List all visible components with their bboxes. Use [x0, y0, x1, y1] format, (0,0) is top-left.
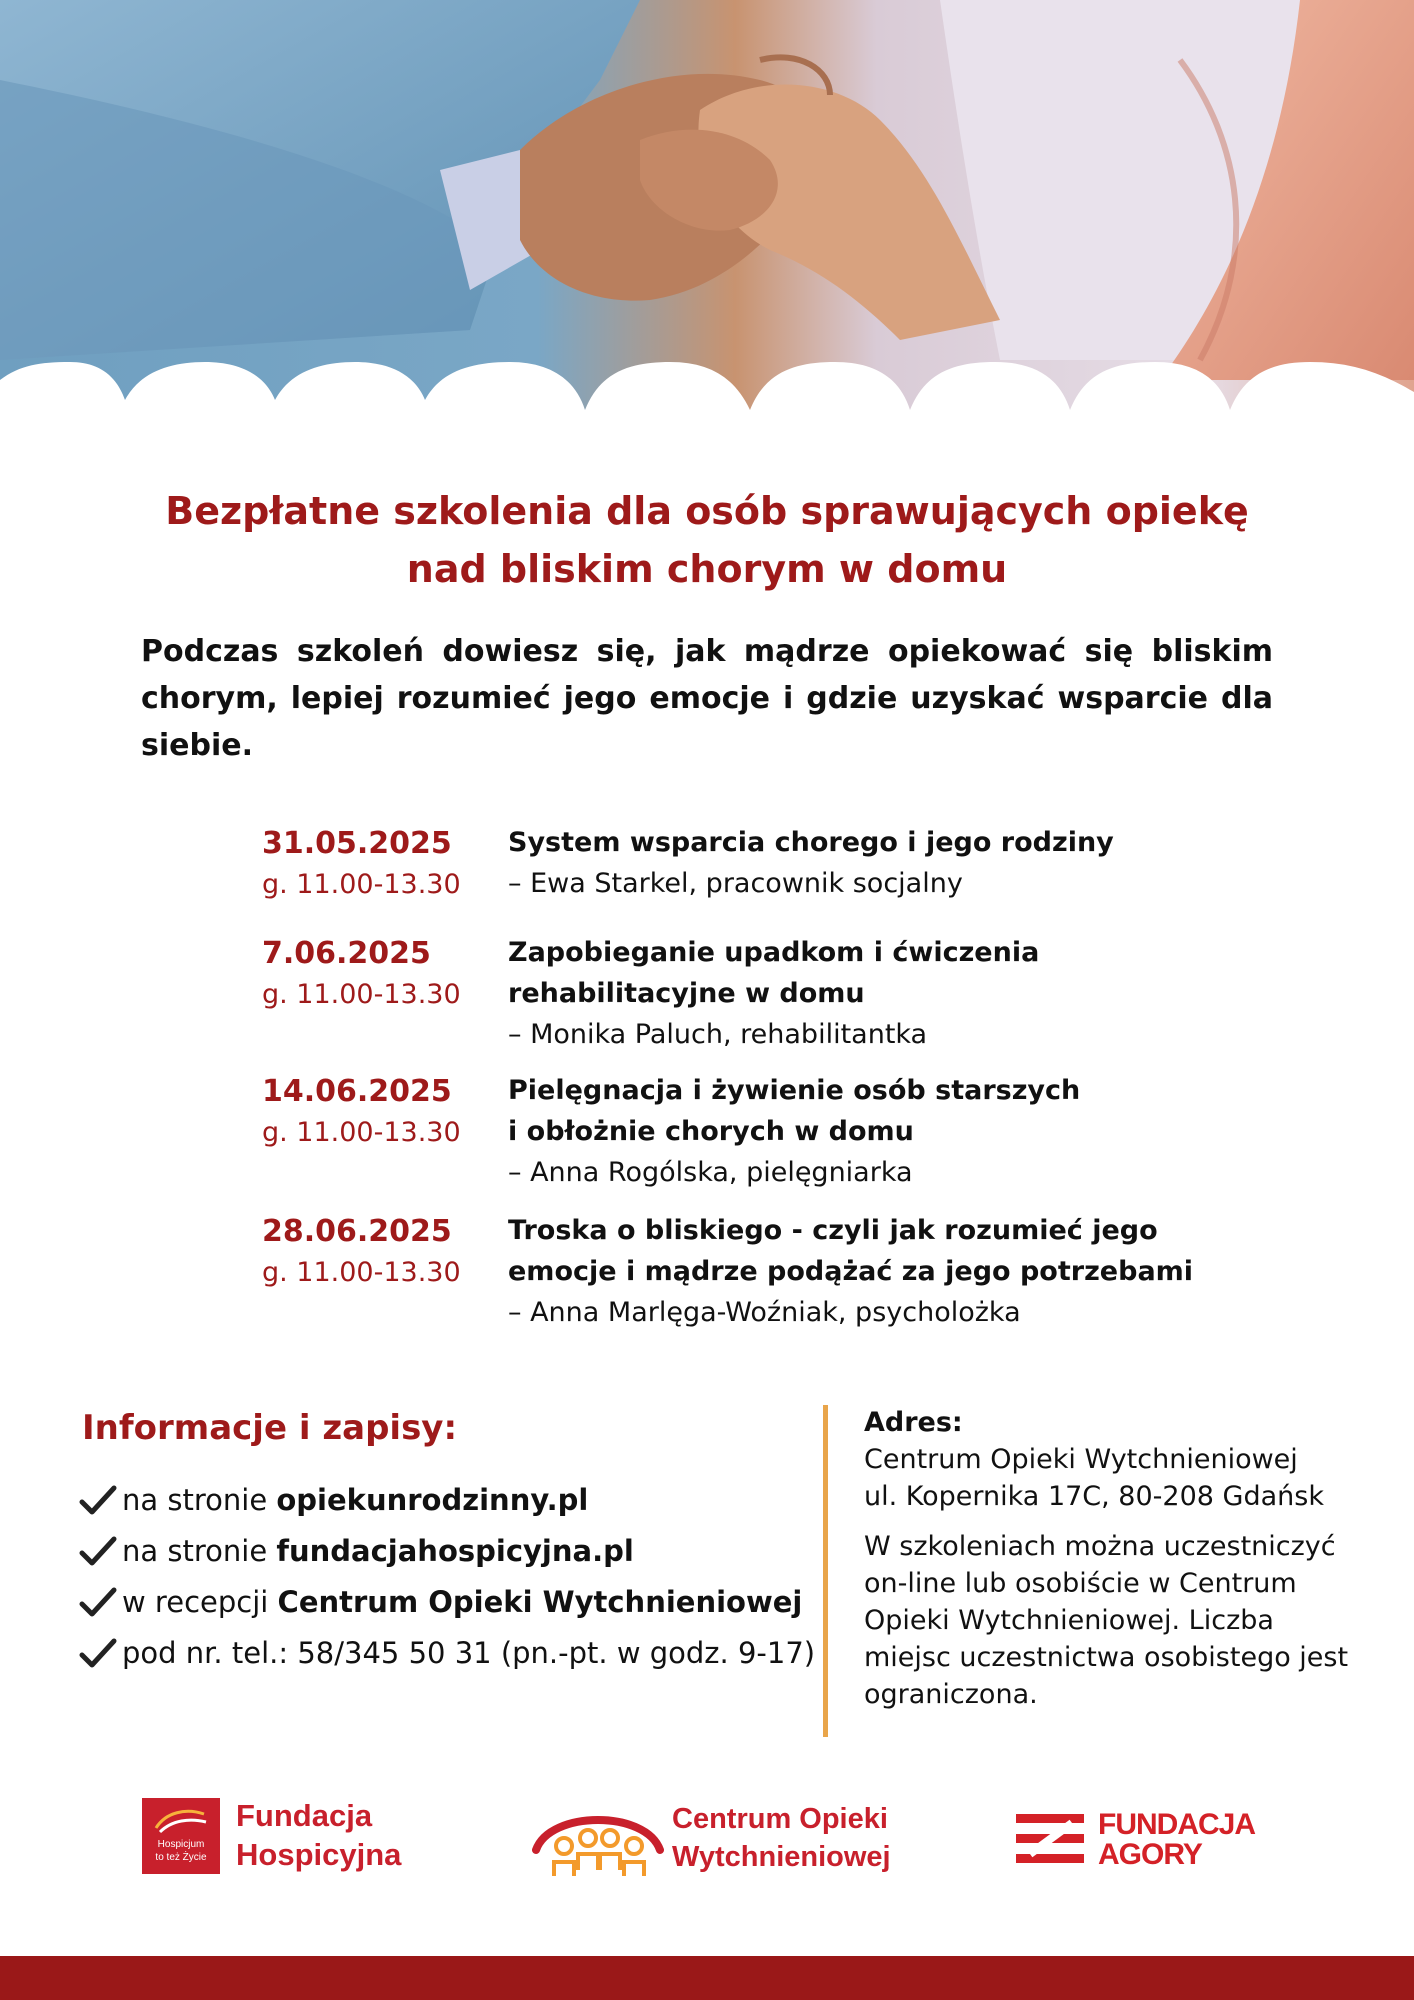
list-item [78, 1526, 815, 1577]
logo-name [236, 1796, 401, 1874]
flame-icon [142, 1798, 220, 1838]
website-link-fundacjahospicyjna[interactable]: fundacjahospicyjna.pl [276, 1534, 634, 1568]
schedule-time: g. 11.00-13.30 [262, 1257, 461, 1288]
schedule-speaker: – Ewa Starkel, pracownik socjalny [508, 868, 963, 899]
address-line-1: Centrum Opieki Wytchnieniowej [864, 1444, 1298, 1475]
info-item-prefix: na stronie [122, 1483, 277, 1517]
schedule-row [262, 932, 1262, 1070]
logo-name-line-1: Fundacja [236, 1798, 373, 1833]
agory-mark-icon [1016, 1810, 1084, 1870]
logo-name-line-2: Hospicyjna [236, 1837, 402, 1872]
logo-box [142, 1798, 220, 1874]
schedule-topic: emocje i mądrze podążać za jego potrzebami [508, 1256, 1194, 1287]
list-item [78, 1577, 815, 1628]
check-icon [78, 1637, 118, 1671]
hero-photo [0, 0, 1414, 430]
logo-name [672, 1800, 891, 1876]
logo-name-line-2: Wytchnieniowej [672, 1841, 891, 1873]
logo-name-line-1: FUNDACJA [1098, 1808, 1255, 1841]
schedule-date-cell [262, 932, 502, 1014]
schedule-speaker: – Anna Rogólska, pielęgniarka [508, 1157, 913, 1188]
schedule-topic: rehabilitacyjne w domu [508, 978, 865, 1009]
title-line-2: nad bliskim chorym w domu [406, 547, 1008, 591]
participation-note: W szkoleniach można uczestniczyć on-line lub osobiście w Centrum Opieki Wytchnieniowej. Liczba miejsc uczestnictwa osobistego jest ograniczona. [864, 1531, 1349, 1710]
schedule-row [262, 1210, 1262, 1340]
info-title: Informacje i zapisy: [82, 1408, 458, 1448]
schedule-date-cell [262, 822, 502, 904]
people-under-roof-icon [530, 1800, 666, 1880]
info-list [78, 1475, 815, 1679]
info-item-phone: pod nr. tel.: 58/345 50 31 (pn.-pt. w godz. 9-17) [122, 1636, 816, 1670]
schedule-date: 7.06.2025 [262, 936, 431, 971]
check-icon [78, 1535, 118, 1569]
intro-text: Podczas szkoleń dowiesz się, jak mądrze opiekować się bliskim chorym, lepiej rozumieć jego emocje i gdzie uzyskać wsparcie dla siebie. [141, 634, 1273, 763]
title-line-1: Bezpłatne szkolenia dla osób sprawujących opiekę [165, 489, 1249, 533]
logo-box-text [142, 1838, 220, 1864]
address-line-2: ul. Kopernika 17C, 80-208 Gdańsk [864, 1481, 1324, 1512]
info-item-reception: Centrum Opieki Wytchnieniowej [277, 1585, 803, 1619]
vertical-divider [823, 1405, 828, 1737]
schedule-time: g. 11.00-13.30 [262, 1117, 461, 1148]
schedule-date: 14.06.2025 [262, 1074, 452, 1109]
holding-hands-photo [0, 0, 1414, 430]
schedule-time: g. 11.00-13.30 [262, 979, 461, 1010]
schedule-topic: Troska o bliskiego - czyli jak rozumieć jego [508, 1215, 1158, 1246]
schedule-date: 28.06.2025 [262, 1214, 452, 1249]
address-block [864, 1404, 1354, 1713]
info-item-prefix: w recepcji [122, 1585, 278, 1619]
website-link-opiekunrodzinny[interactable]: opiekunrodzinny.pl [276, 1483, 589, 1517]
schedule-date-cell [262, 1070, 502, 1152]
logo-box-line-2: to też Życie [155, 1852, 207, 1863]
schedule-topic-cell [508, 1210, 1262, 1333]
centrum-opieki-logo [530, 1800, 910, 1882]
schedule-row [262, 822, 1262, 932]
list-item [78, 1475, 815, 1526]
schedule-date-cell [262, 1210, 502, 1292]
schedule-topic: i obłożnie chorych w domu [508, 1116, 914, 1147]
schedule-topic-cell [508, 1070, 1262, 1193]
check-icon [78, 1484, 118, 1518]
schedule-row [262, 1070, 1262, 1210]
fundacja-agory-logo [1016, 1810, 1276, 1872]
logo-name-line-2: AGORY [1098, 1838, 1202, 1871]
info-item-prefix: na stronie [122, 1534, 277, 1568]
schedule-time: g. 11.00-13.30 [262, 869, 461, 900]
schedule-topic-cell [508, 822, 1262, 904]
schedule-speaker: – Anna Marlęga-Woźniak, psycholożka [508, 1297, 1021, 1328]
logo-box-line-1: Hospicjum [157, 1839, 205, 1850]
check-icon [78, 1586, 118, 1620]
schedule-topic-cell [508, 932, 1262, 1055]
address-label: Adres: [864, 1407, 963, 1438]
schedule-date: 31.05.2025 [262, 826, 452, 861]
logo-name-line-1: Centrum Opieki [672, 1803, 888, 1835]
schedule-topic: System wsparcia chorego i jego rodziny [508, 827, 1114, 858]
page-title [60, 482, 1354, 598]
list-item [78, 1628, 815, 1679]
schedule-topic: Pielęgnacja i żywienie osób starszych [508, 1075, 1081, 1106]
training-schedule [262, 822, 1262, 1340]
schedule-speaker: – Monika Paluch, rehabilitantka [508, 1019, 928, 1050]
schedule-topic: Zapobieganie upadkom i ćwiczenia [508, 937, 1040, 968]
fundacja-hospicyjna-logo [142, 1798, 402, 1874]
logo-name [1098, 1810, 1255, 1870]
footer-bar [0, 1956, 1414, 2000]
